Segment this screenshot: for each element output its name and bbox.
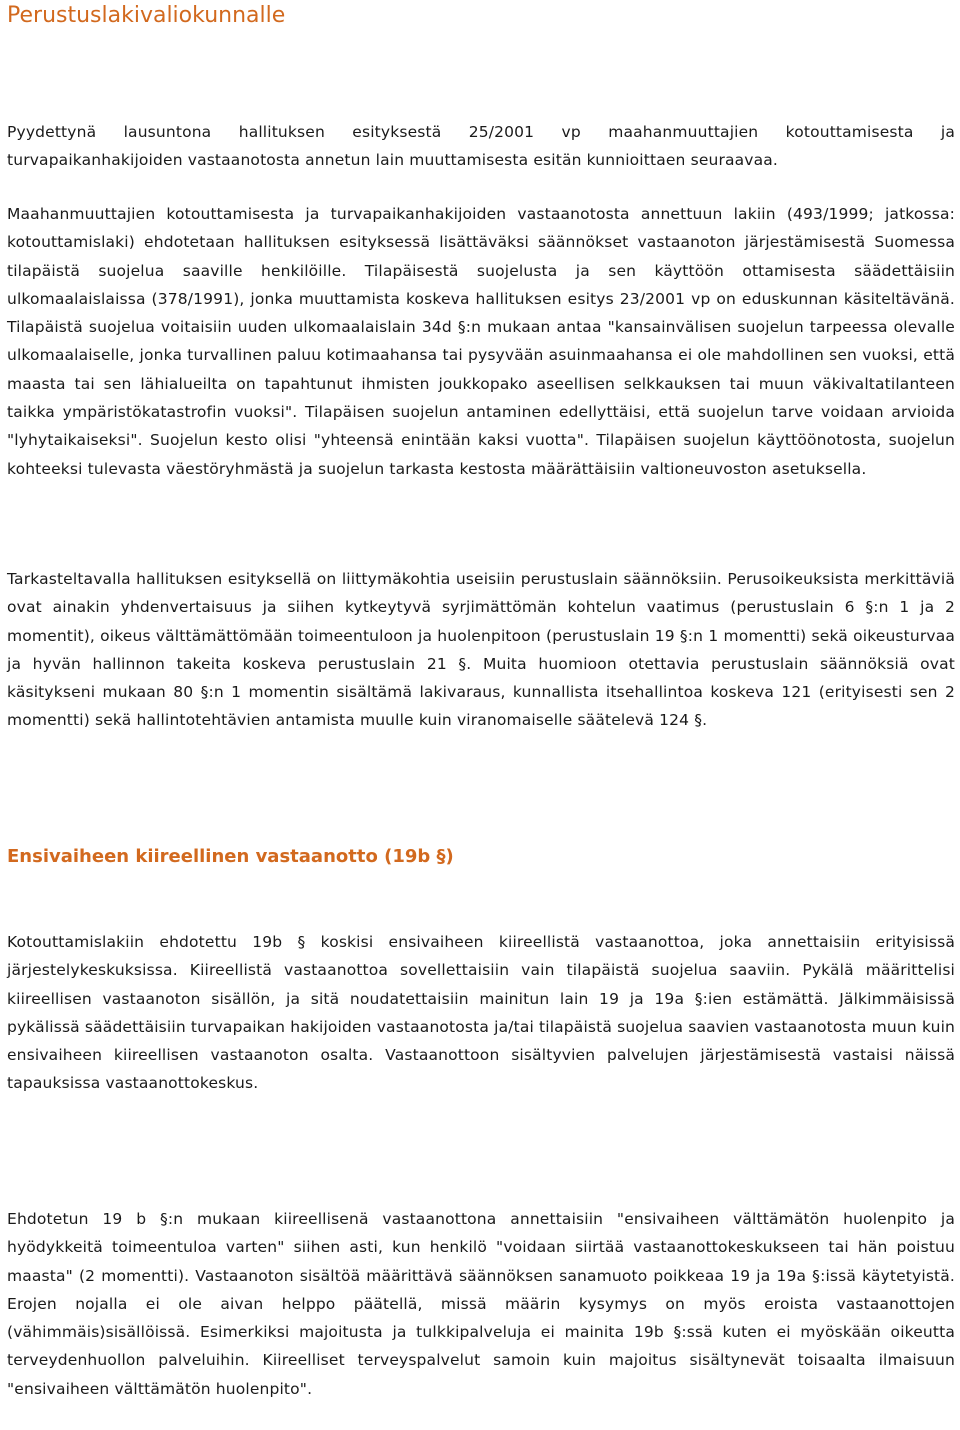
page-title: Perustuslakivaliokunnalle (7, 3, 286, 28)
paragraph-constitution: Tarkasteltavalla hallituksen esityksellä on liittymäkohtia useisiin perustuslain säännöksiin. Perusoikeuksista merkittäviä ovat ainakin yhdenvertaisuus ja siihen kytkeytyvä syrjimättömän kohtelun vaatimus (perustuslain 6 §:n 1 ja 2 momentit), oikeus välttämättömään toimeentuloon ja huolenpitoon (perustuslain 19 §:n 1 momentti) sekä oikeusturvaa ja hyvän hallinnon takeita koskeva perustuslain 21 §. Muita huomioon otettavia perustuslain säännöksiä ovat käsitykseni mukaan 80 §:n 1 momentin sisältämä lakivaraus, kunnallista itsehallintoa koskeva 121 (erityisesti sen 2 momentti) sekä hallintotehtävien antamista muulle kuin viranomaiselle säätelevä 124 §. (7, 570, 955, 730)
paragraph-section-19b: Kotouttamislakiin ehdotettu 19b § koskisi ensivaiheen kiireellistä vastaanottoa, joka annettaisiin erityisissä järjestelykeskuksissa. Kiireellistä vastaanottoa sovellettaisiin vain tilapäistä suojelua saaviin. Pykälä määrittelisi kiireellisen vastaanoton sisällön, ja sitä noudatettaisiin mainitun lain 19 ja 19a §:ien estämättä. Jälkimmäisissä pykälissä säädettäisiin turvapaikan hakijoiden vastaanotosta ja/tai tilapäistä suojelua saavien vastaanotosta muun kuin ensivaiheen kiireellisen vastaanoton osalta. Vastaanottoon sisältyvien palvelujen järjestämisestä vastaisi näissä tapauksissa vastaanottokeskus. (7, 933, 955, 1093)
paragraph-proposed-19b: Ehdotetun 19 b §:n mukaan kiireellisenä vastaanottona annettaisiin "ensivaiheen välttämätön huolenpito ja hyödykkeitä toimeentuloa varten" siihen asti, kun henkilö "voidaan siirtää vastaanottokeskukseen tai hän poistuu maasta" (2 momentti). Vastaanoton sisältöä määrittävä säännöksen sanamuoto poikkeaa 19 ja 19a §:issä käytetyistä. Erojen nojalla ei ole aivan helppo päätellä, missä määrin kysymys on myös eroista vastaanottojen (vähimmäis)sisällöissä. Esimerkiksi majoitusta ja tulkkipalveluja ei mainita 19b §:ssä kuten ei myöskään oikeutta terveydenhuollon palveluihin. Kiireelliset terveyspalvelut samoin kuin majoitus sisältynevät toisaalta ilmaisuun "ensivaiheen välttämätön huolenpito". (7, 1210, 955, 1398)
section-heading: Ensivaiheen kiireellinen vastaanotto (19b §) (7, 846, 454, 867)
intro-paragraph: Pyydettynä lausuntona hallituksen esityksestä 25/2001 vp maahanmuuttajien kotouttamisesta ja turvapaikanhakijoiden vastaanotosta annetun lain muuttamisesta esitän kunnioittaen seuraavaa. (7, 123, 955, 170)
paragraph-background: Maahanmuuttajien kotouttamisesta ja turvapaikanhakijoiden vastaanotosta annettuun lakiin (493/1999; jatkossa: kotouttamislaki) ehdotetaan hallituksen esityksessä lisättäväksi säännökset vastaanoton järjestämisestä Suomessa tilapäistä suojelua saaville henkilöille. Tilapäisestä suojelusta ja sen käyttöön ottamisesta säädettäisiin ulkomaalaislaissa (378/1991), jonka muuttamista koskeva hallituksen esitys 23/2001 vp on eduskunnan käsiteltävänä. Tilapäistä suojelua voitaisiin uuden ulkomaalaislain 34d §:n mukaan antaa "kansainvälisen suojelun tarpeessa olevalle ulkomaalaiselle, jonka turvallinen paluu kotimaahansa tai pysyvään asuinmaahansa ei ole mahdollinen sen vuoksi, että maasta tai sen lähialueilta on tapahtunut ihmisten joukkopako aseellisen selkkauksen tai muun väkivaltatilanteen taikka ympäristökatastrofin vuoksi". Tilapäisen suojelun antaminen edellyttäisi, että suojelun tarve voidaan arvioida "lyhytaikaiseksi". Suojelun kesto olisi "yhteensä enintään kaksi vuotta". Tilapäisen suojelun käyttöönotosta, suojelun kohteeksi tulevasta väestöryhmästä ja suojelun tarkasta kestosta määrättäisiin valtioneuvoston asetuksella. (7, 205, 955, 478)
